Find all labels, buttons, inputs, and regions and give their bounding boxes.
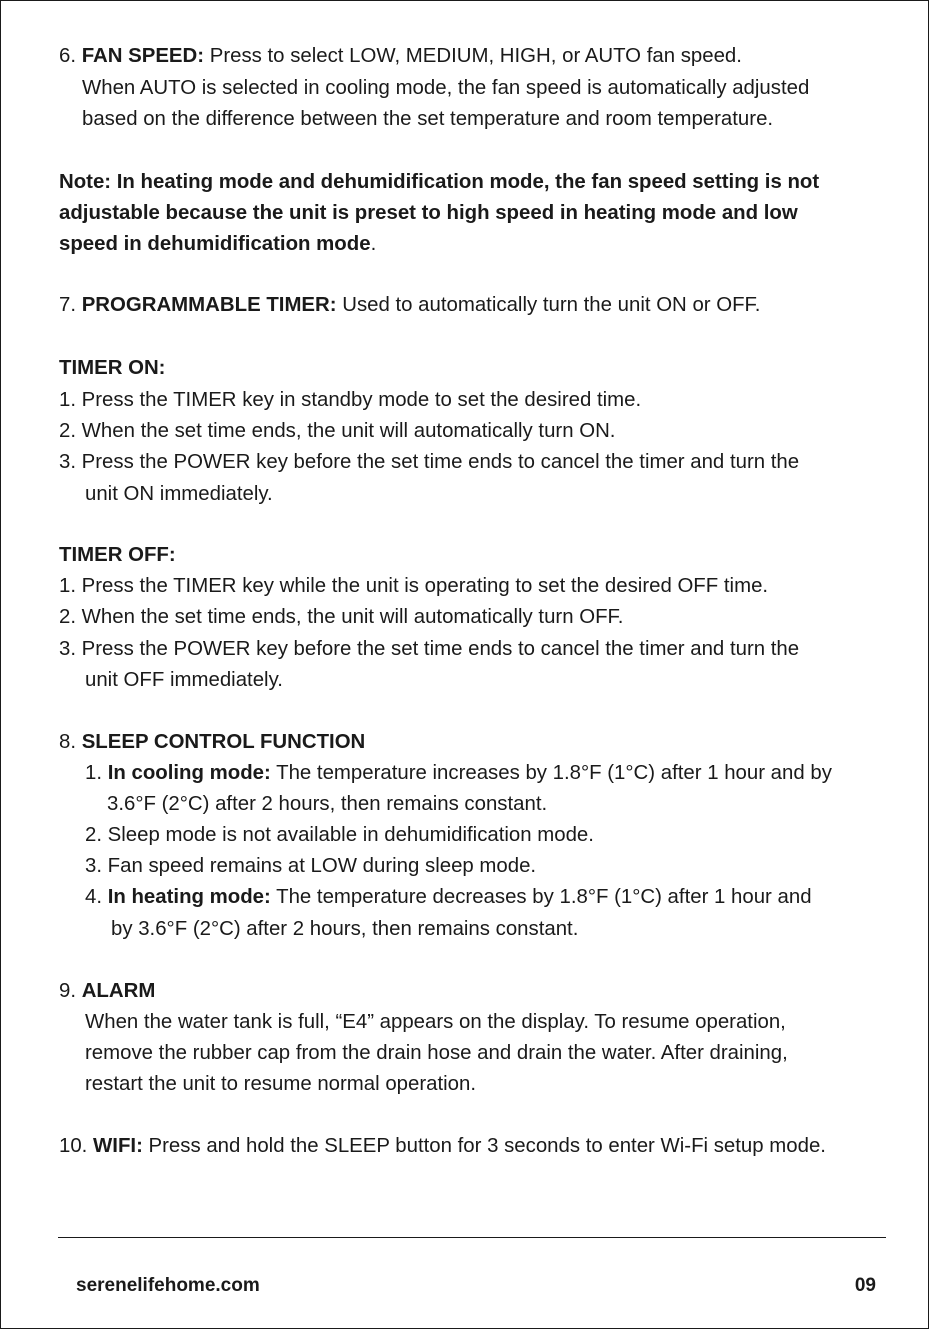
timer-off-item-3-cont: unit OFF immediately. bbox=[85, 669, 283, 691]
fan-speed-auto-line-cont: based on the difference between the set temperature and room temperature. bbox=[82, 108, 774, 130]
timer-off-heading: TIMER OFF: bbox=[59, 544, 176, 566]
timer-heading: PROGRAMMABLE TIMER: bbox=[81, 294, 337, 316]
sleep-item-4 bbox=[85, 885, 812, 909]
timer-off-item-2: 2. When the set time ends, the unit will automatically turn OFF. bbox=[59, 606, 624, 628]
sleep-item-4-number: 4. bbox=[85, 886, 103, 908]
timer-on-item-2: 2. When the set time ends, the unit will automatically turn ON. bbox=[59, 420, 616, 442]
sleep-item-1-cont: 3.6°F (2°C) after 2 hours, then remains constant. bbox=[107, 793, 548, 815]
wifi-number: 10. bbox=[59, 1135, 88, 1157]
timer-on-item-3-cont: unit ON immediately. bbox=[85, 483, 273, 505]
alarm-heading: ALARM bbox=[81, 980, 156, 1002]
fan-speed-number: 6. bbox=[59, 45, 77, 67]
note-line-1: Note: In heating mode and dehumidification mode, the fan speed setting is not bbox=[59, 171, 820, 193]
timer-off-item-3: 3. Press the POWER key before the set time ends to cancel the timer and turn the bbox=[59, 638, 800, 660]
sleep-item-1-number: 1. bbox=[85, 762, 103, 784]
alarm-number: 9. bbox=[59, 980, 77, 1002]
sleep-heading-line bbox=[59, 730, 365, 754]
timer-number: 7. bbox=[59, 294, 77, 316]
timer-line bbox=[59, 293, 760, 317]
sleep-item-2: 2. Sleep mode is not available in dehumidification mode. bbox=[85, 824, 594, 846]
sleep-item-1-bold: In cooling mode: bbox=[107, 762, 271, 784]
timer-on-item-3: 3. Press the POWER key before the set time ends to cancel the timer and turn the bbox=[59, 451, 800, 473]
sleep-item-4-bold: In heating mode: bbox=[107, 886, 271, 908]
note-line-2: adjustable because the unit is preset to high speed in heating mode and low bbox=[59, 202, 798, 224]
timer-on-item-1: 1. Press the TIMER key in standby mode to set the desired time. bbox=[59, 389, 642, 411]
sleep-heading: SLEEP CONTROL FUNCTION bbox=[81, 731, 366, 753]
alarm-line-2: remove the rubber cap from the drain hose and drain the water. After draining, bbox=[85, 1042, 788, 1064]
alarm-line-1: When the water tank is full, “E4” appears on the display. To resume operation, bbox=[85, 1011, 786, 1033]
sleep-item-3: 3. Fan speed remains at LOW during sleep mode. bbox=[85, 855, 537, 877]
sleep-item-4-cont: by 3.6°F (2°C) after 2 hours, then remains constant. bbox=[111, 918, 579, 940]
fan-speed-auto-line: When AUTO is selected in cooling mode, the fan speed is automatically adjusted bbox=[82, 77, 810, 99]
fan-speed-text: Press to select LOW, MEDIUM, HIGH, or AUTO fan speed. bbox=[209, 45, 742, 67]
sleep-item-4-text: The temperature decreases by 1.8°F (1°C) after 1 hour and bbox=[276, 886, 812, 908]
sleep-number: 8. bbox=[59, 731, 77, 753]
page-number: 09 bbox=[854, 1275, 876, 1296]
fan-speed-heading: FAN SPEED: bbox=[81, 45, 205, 67]
wifi-text: Press and hold the SLEEP button for 3 seconds to enter Wi-Fi setup mode. bbox=[148, 1135, 826, 1157]
note-period: . bbox=[370, 233, 377, 255]
note-line-3 bbox=[59, 232, 376, 256]
alarm-heading-line bbox=[59, 979, 155, 1003]
timer-on-heading: TIMER ON: bbox=[59, 357, 166, 379]
wifi-heading: WIFI: bbox=[93, 1135, 143, 1157]
alarm-line-3: restart the unit to resume normal operation. bbox=[85, 1073, 477, 1095]
timer-text: Used to automatically turn the unit ON or OFF. bbox=[342, 294, 761, 316]
timer-off-item-1: 1. Press the TIMER key while the unit is operating to set the desired OFF time. bbox=[59, 575, 769, 597]
sleep-item-1-text: The temperature increases by 1.8°F (1°C) after 1 hour and by bbox=[276, 762, 832, 784]
fan-speed-line bbox=[59, 44, 742, 68]
wifi-line bbox=[59, 1134, 826, 1158]
note-line-3-bold: speed in dehumidification mode bbox=[59, 233, 371, 255]
sleep-item-1 bbox=[85, 761, 832, 785]
footer-divider bbox=[58, 1237, 886, 1238]
footer-website: serenelifehome.com bbox=[76, 1275, 260, 1296]
